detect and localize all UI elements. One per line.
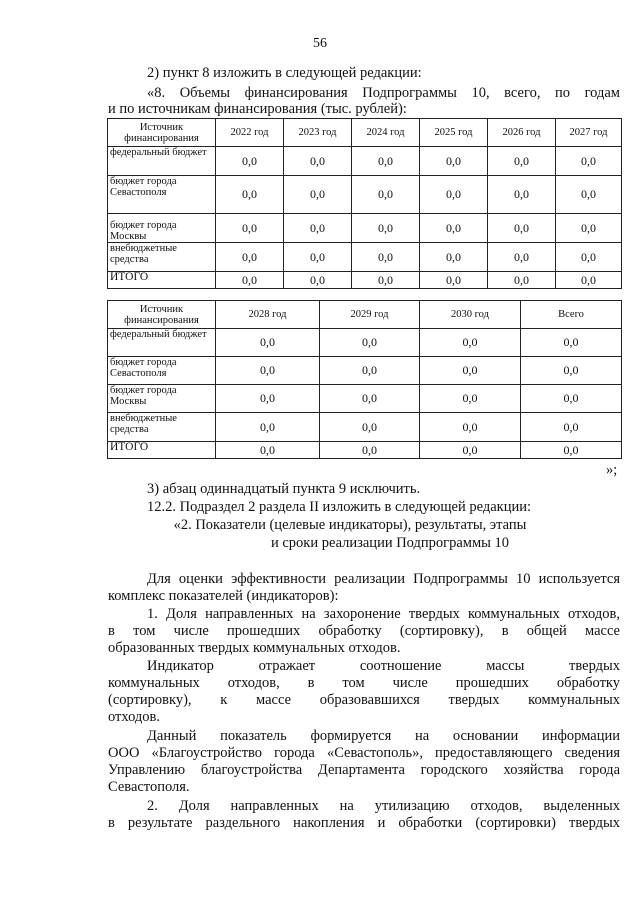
cell-value: 0,0 [320, 357, 420, 385]
cell-value: 0,0 [284, 243, 352, 272]
header-year: 2025 год [420, 119, 488, 147]
cell-value: 0,0 [556, 147, 622, 176]
header-source: Источник финансирования [108, 301, 216, 329]
cell-value: 0,0 [521, 329, 622, 357]
header-year: 2027 год [556, 119, 622, 147]
row-source: ИТОГО [108, 442, 216, 459]
cell-value: 0,0 [488, 243, 556, 272]
row-source: бюджет города Севастополя [108, 176, 216, 214]
cell-value: 0,0 [320, 413, 420, 442]
item-2: 2) пункт 8 изложить в следующей редакции: [147, 65, 422, 81]
table-row [108, 442, 622, 459]
table-row [108, 243, 622, 272]
header-total: Всего [521, 301, 622, 329]
cell-value: 0,0 [420, 214, 488, 243]
table-row [108, 413, 622, 442]
paragraph-1-line-2: комплекс показателей (индикаторов): [108, 588, 339, 604]
row-source: федеральный бюджет [108, 147, 216, 176]
row-source: федеральный бюджет [108, 329, 216, 357]
cell-value: 0,0 [216, 176, 284, 214]
cell-value: 0,0 [216, 214, 284, 243]
paragraph-3-line-2: коммунальных отходов, в том числе прошедших обработку [108, 675, 620, 691]
paragraph-2-line-2: в том числе прошедших обработку (сортировку), в общей массе [108, 623, 620, 639]
table-row [108, 357, 622, 385]
paragraph-2-line-1: 1. Доля направленных на захоронение твердых коммунальных отходов, [147, 606, 620, 622]
section-title-line-2: и сроки реализации Подпрограммы 10 [270, 535, 510, 551]
cell-value: 0,0 [420, 176, 488, 214]
paragraph-4-line-3: Управлению благоустройства Департамента городского хозяйства города [108, 762, 620, 778]
quote-line-2: и по источникам финансирования (тыс. рублей): [108, 101, 407, 117]
cell-value: 0,0 [320, 329, 420, 357]
paragraph-2-line-3: образованных твердых коммунальных отходов. [108, 640, 401, 656]
cell-value: 0,0 [521, 385, 622, 413]
section-title-line-1: «2. Показатели (целевые индикаторы), результаты, этапы [173, 517, 527, 533]
cell-value: 0,0 [420, 413, 521, 442]
paragraph-4-line-2: ООО «Благоустройство города «Севастополь», предоставляющего сведения [108, 745, 620, 761]
cell-value: 0,0 [216, 442, 320, 459]
header-year: 2023 год [284, 119, 352, 147]
cell-value: 0,0 [352, 147, 420, 176]
cell-value: 0,0 [556, 214, 622, 243]
cell-value: 0,0 [521, 442, 622, 459]
cell-value: 0,0 [488, 272, 556, 289]
cell-value: 0,0 [216, 272, 284, 289]
cell-value: 0,0 [284, 214, 352, 243]
header-year: 2030 год [420, 301, 521, 329]
row-source: внебюджетные средства [108, 413, 216, 442]
financing-table-2022-2027 [107, 118, 622, 289]
cell-value: 0,0 [420, 147, 488, 176]
cell-value: 0,0 [216, 243, 284, 272]
cell-value: 0,0 [216, 147, 284, 176]
cell-value: 0,0 [420, 243, 488, 272]
paragraph-1-line-1: Для оценки эффективности реализации Подпрограммы 10 используется [147, 571, 620, 587]
cell-value: 0,0 [320, 385, 420, 413]
row-source: бюджет города Москвы [108, 385, 216, 413]
cell-value: 0,0 [420, 329, 521, 357]
cell-value: 0,0 [216, 329, 320, 357]
cell-value: 0,0 [488, 214, 556, 243]
cell-value: 0,0 [216, 413, 320, 442]
cell-value: 0,0 [352, 272, 420, 289]
cell-value: 0,0 [556, 243, 622, 272]
cell-value: 0,0 [556, 272, 622, 289]
item-12-2: 12.2. Подраздел 2 раздела II изложить в следующей редакции: [147, 499, 532, 515]
paragraph-4-line-4: Севастополя. [108, 779, 190, 795]
header-year: 2022 год [216, 119, 284, 147]
cell-value: 0,0 [488, 176, 556, 214]
cell-value: 0,0 [352, 176, 420, 214]
cell-value: 0,0 [284, 176, 352, 214]
row-source: внебюджетные средства [108, 243, 216, 272]
cell-value: 0,0 [216, 385, 320, 413]
table-row [108, 272, 622, 289]
closing-quote: »; [606, 462, 618, 478]
cell-value: 0,0 [420, 357, 521, 385]
table-row [108, 214, 622, 243]
paragraph-3-line-1: Индикатор отражает соотношение массы твердых [147, 658, 620, 674]
header-year: 2026 год [488, 119, 556, 147]
cell-value: 0,0 [556, 176, 622, 214]
cell-value: 0,0 [420, 385, 521, 413]
cell-value: 0,0 [521, 357, 622, 385]
paragraph-5-line-2: в результате раздельного накопления и обработки (сортировки) твердых [108, 815, 620, 831]
paragraph-3-line-4: отходов. [108, 709, 161, 725]
cell-value: 0,0 [352, 243, 420, 272]
cell-value: 0,0 [420, 442, 521, 459]
financing-table-2028-total [107, 300, 622, 459]
page-number: 56 [313, 36, 327, 51]
row-source: ИТОГО [108, 272, 216, 289]
cell-value: 0,0 [352, 214, 420, 243]
paragraph-3-line-3: (сортировку), к массе образовавшихся твердых коммунальных [108, 692, 620, 708]
header-year: 2029 год [320, 301, 420, 329]
cell-value: 0,0 [216, 357, 320, 385]
header-year: 2028 год [216, 301, 320, 329]
cell-value: 0,0 [521, 413, 622, 442]
item-3: 3) абзац одиннадцатый пункта 9 исключить. [147, 481, 421, 497]
cell-value: 0,0 [284, 147, 352, 176]
cell-value: 0,0 [284, 272, 352, 289]
table-row [108, 329, 622, 357]
table-row [108, 147, 622, 176]
row-source: бюджет города Севастополя [108, 357, 216, 385]
header-year: 2024 год [352, 119, 420, 147]
cell-value: 0,0 [320, 442, 420, 459]
quote-line-1: «8. Объемы финансирования Подпрограммы 10, всего, по годам [147, 85, 620, 101]
table-row [108, 176, 622, 214]
cell-value: 0,0 [420, 272, 488, 289]
header-source: Источник финансирования [108, 119, 216, 147]
paragraph-4-line-1: Данный показатель формируется на основании информации [147, 728, 620, 744]
table-row [108, 385, 622, 413]
paragraph-5-line-1: 2. Доля направленных на утилизацию отходов, выделенных [147, 798, 620, 814]
cell-value: 0,0 [488, 147, 556, 176]
row-source: бюджет города Москвы [108, 214, 216, 243]
